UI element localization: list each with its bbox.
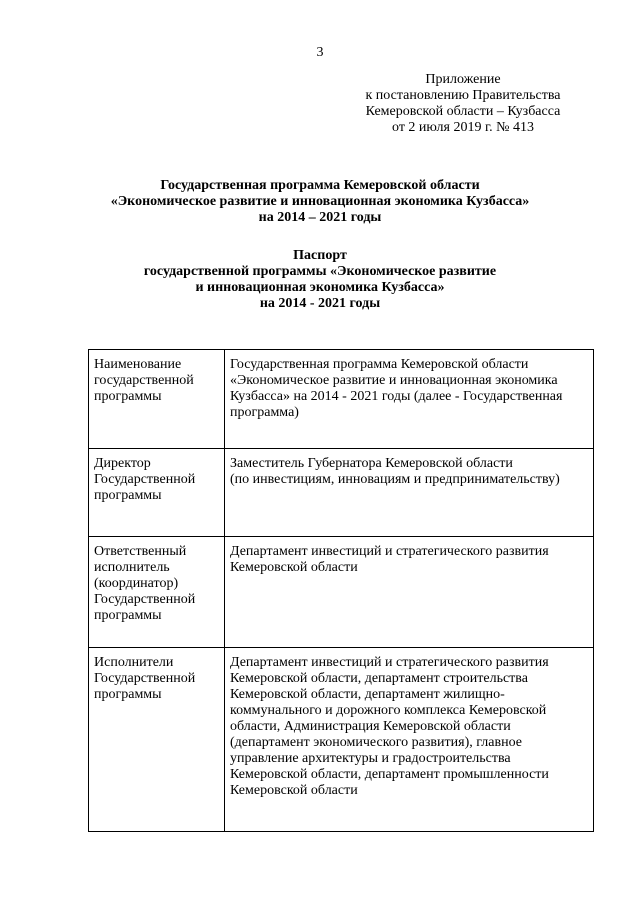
row-value: Заместитель Губернатора Кемеровской области (по инвестициям, инновациям и предпринимательству) [225, 449, 594, 537]
table-row [89, 537, 594, 648]
row-label: Ответственный исполнитель (координатор) Государственной программы [89, 537, 225, 648]
program-title-line: «Экономическое развитие и инновационная экономика Кузбасса» [110, 194, 530, 209]
row-value: Департамент инвестиций и стратегического развития Кемеровской области, департамент строительства Кемеровской области, департамент жилищно- коммунального и дорожного комплекса Кемеровской области, Администрация Кемеровской области (департамент экономического развития), главное управление архитектуры и градостроительства Кемеровской области, департамент промышленности Кемеровской области [225, 648, 594, 832]
program-title-line: Государственная программа Кемеровской области [160, 178, 480, 193]
row-value: Государственная программа Кемеровской области «Экономическое развитие и инновационная экономика Кузбасса» на 2014 - 2021 годы (далее - Государственная программа) [225, 350, 594, 449]
row-label: Исполнители Государственной программы [89, 648, 225, 832]
passport-title-line: на 2014 - 2021 годы [259, 296, 381, 311]
passport-title-line: Паспорт [293, 248, 347, 263]
appendix-block [340, 72, 586, 136]
row-value: Департамент инвестиций и стратегического развития Кемеровской области [225, 537, 594, 648]
row-label: Директор Государственной программы [89, 449, 225, 537]
appendix-line: Приложение [425, 72, 501, 87]
passport-table [88, 349, 594, 832]
appendix-line: к постановлению Правительства [365, 88, 561, 103]
passport-title-line: государственной программы «Экономическое развитие [143, 264, 497, 279]
table-row [89, 648, 594, 832]
passport-title-line: и инновационная экономика Кузбасса» [195, 280, 445, 295]
table-row [89, 449, 594, 537]
appendix-line: Кемеровской области – Кузбасса [365, 104, 561, 119]
program-title [0, 178, 640, 226]
table-row [89, 350, 594, 449]
row-label: Наименование государственной программы [89, 350, 225, 449]
page-number: 3 [316, 45, 324, 60]
passport-title [0, 248, 640, 312]
appendix-line: от 2 июля 2019 г. № 413 [392, 120, 534, 135]
program-title-line: на 2014 – 2021 годы [258, 210, 382, 225]
